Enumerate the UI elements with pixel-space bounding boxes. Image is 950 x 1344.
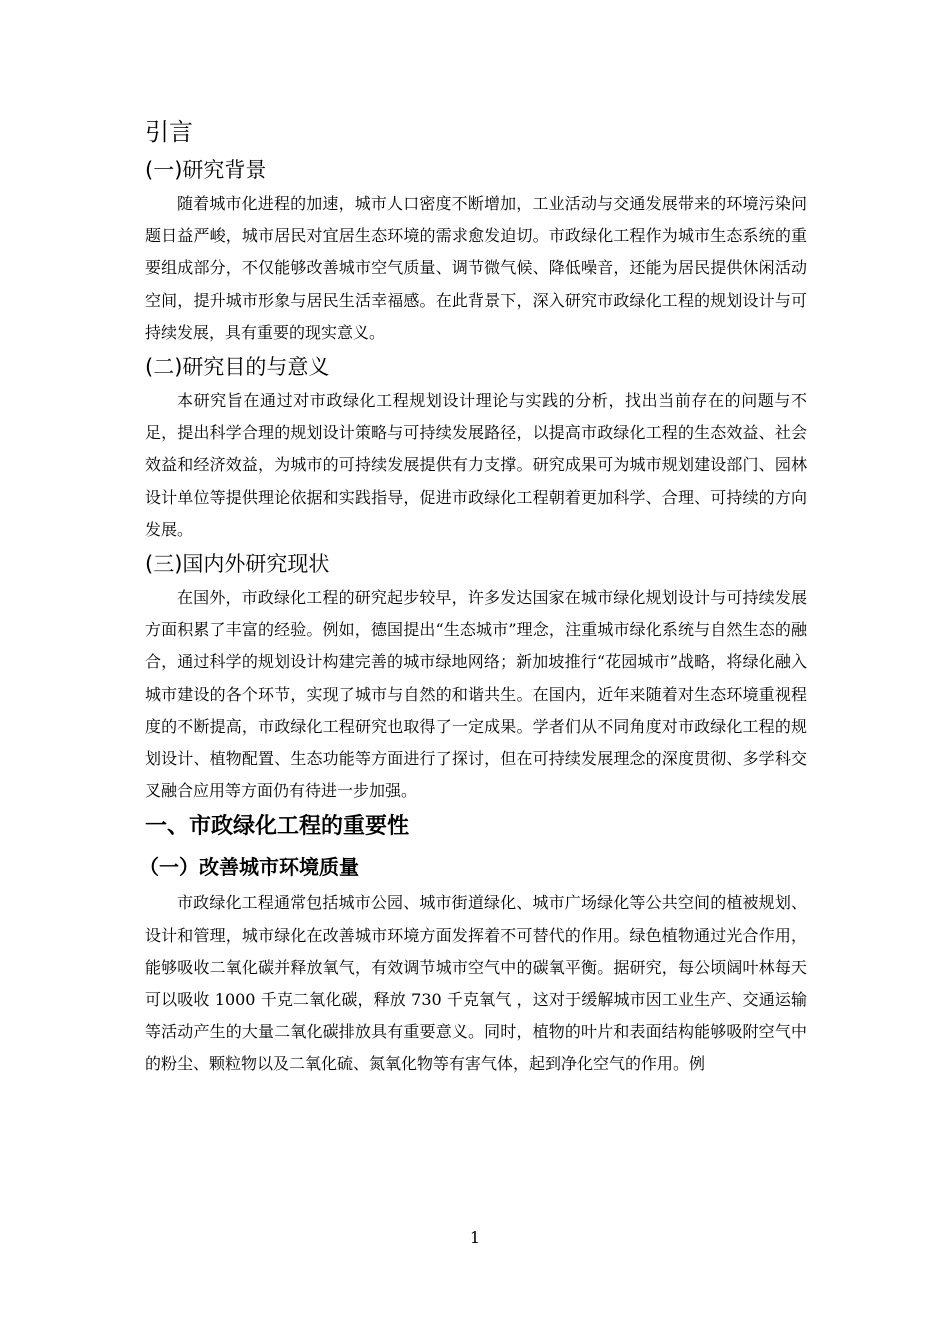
section-heading-purpose: (二)研究目的与意义 <box>145 355 330 380</box>
intro-heading: 引言 <box>145 118 193 146</box>
subsection-heading-environment: （一）改善城市环境质量 <box>139 855 359 880</box>
section-paragraph-research-status: 在国外，市政绿化工程的研究起步较早，许多发达国家在城市绿化规划设计与可持续发展方面积累了丰富的经验。例如，德国提出“生态城市”理念，注重城市绿化系统与自然生态的融合，通过科学的规划设计构建完善的城市绿地网络；新加坡推行“花园城市”战略，将绿化融入城市建设的各个环节，实现了城市与自然的和谐共生。在国内，近年来随着对生态环境重视程度的不断提高，市政绿化工程研究也取得了一定成果。学者们从不同角度对市政绿化工程的规划设计、植物配置、生态功能等方面进行了探讨，但在可持续发展理念的深度贯彻、多学科交叉融合应用等方面仍有待进一步加强。 <box>145 588 807 801</box>
page-number: 1 <box>469 1228 481 1247</box>
section-paragraph-background: 随着城市化进程的加速，城市人口密度不断增加，工业活动与交通发展带来的环境污染问题日益严峻，城市居民对宜居生态环境的需求愈发迫切。市政绿化工程作为城市生态系统的重要组成部分，不仅能够改善城市空气质量、调节微气候、降低噪音，还能为居民提供休闲活动空间，提升城市形象与居民生活幸福感。在此背景下，深入研究市政绿化工程的规划设计与可持续发展，具有重要的现实意义。 <box>145 194 807 342</box>
chapter-heading: 一、市政绿化工程的重要性 <box>145 814 410 840</box>
page-content <box>139 112 807 1081</box>
section-heading-research-status: (三)国内外研究现状 <box>145 552 330 577</box>
section-heading-background: (一)研究背景 <box>145 158 267 182</box>
subsection-paragraph-environment: 市政绿化工程通常包括城市公园、城市街道绿化、城市广场绿化等公共空间的植被规划、设计和管理，城市绿化在改善城市环境方面发挥着不可替代的作用。绿色植物通过光合作用，能够吸收二氧化碳并释放氧气，有效调节城市空气中的碳氧平衡。据研究，每公顷阔叶林每天可以吸收 1000 千克二氧化碳，释放 730 千克氧气 ，这对于缓解城市因工业生产、交通运输等活动产生的大量二氧化碳排放具有重要意义。同时，植物的叶片和表面结构能够吸附空气中的粉尘、颗粒物以及二氧化硫、氮氧化物等有害气体，起到净化空气的作用。例 <box>145 893 807 1074</box>
section-paragraph-purpose: 本研究旨在通过对市政绿化工程规划设计理论与实践的分析，找出当前存在的问题与不足，提出科学合理的规划设计策略与可持续发展路径，以提高市政绿化工程的生态效益、社会效益和经济效益，为城市的可持续发展提供有力支撑。研究成果可为城市规划建设部门、园林设计单位等提供理论依据和实践指导，促进市政绿化工程朝着更加科学、合理、可持续的方向发展。 <box>145 391 807 539</box>
